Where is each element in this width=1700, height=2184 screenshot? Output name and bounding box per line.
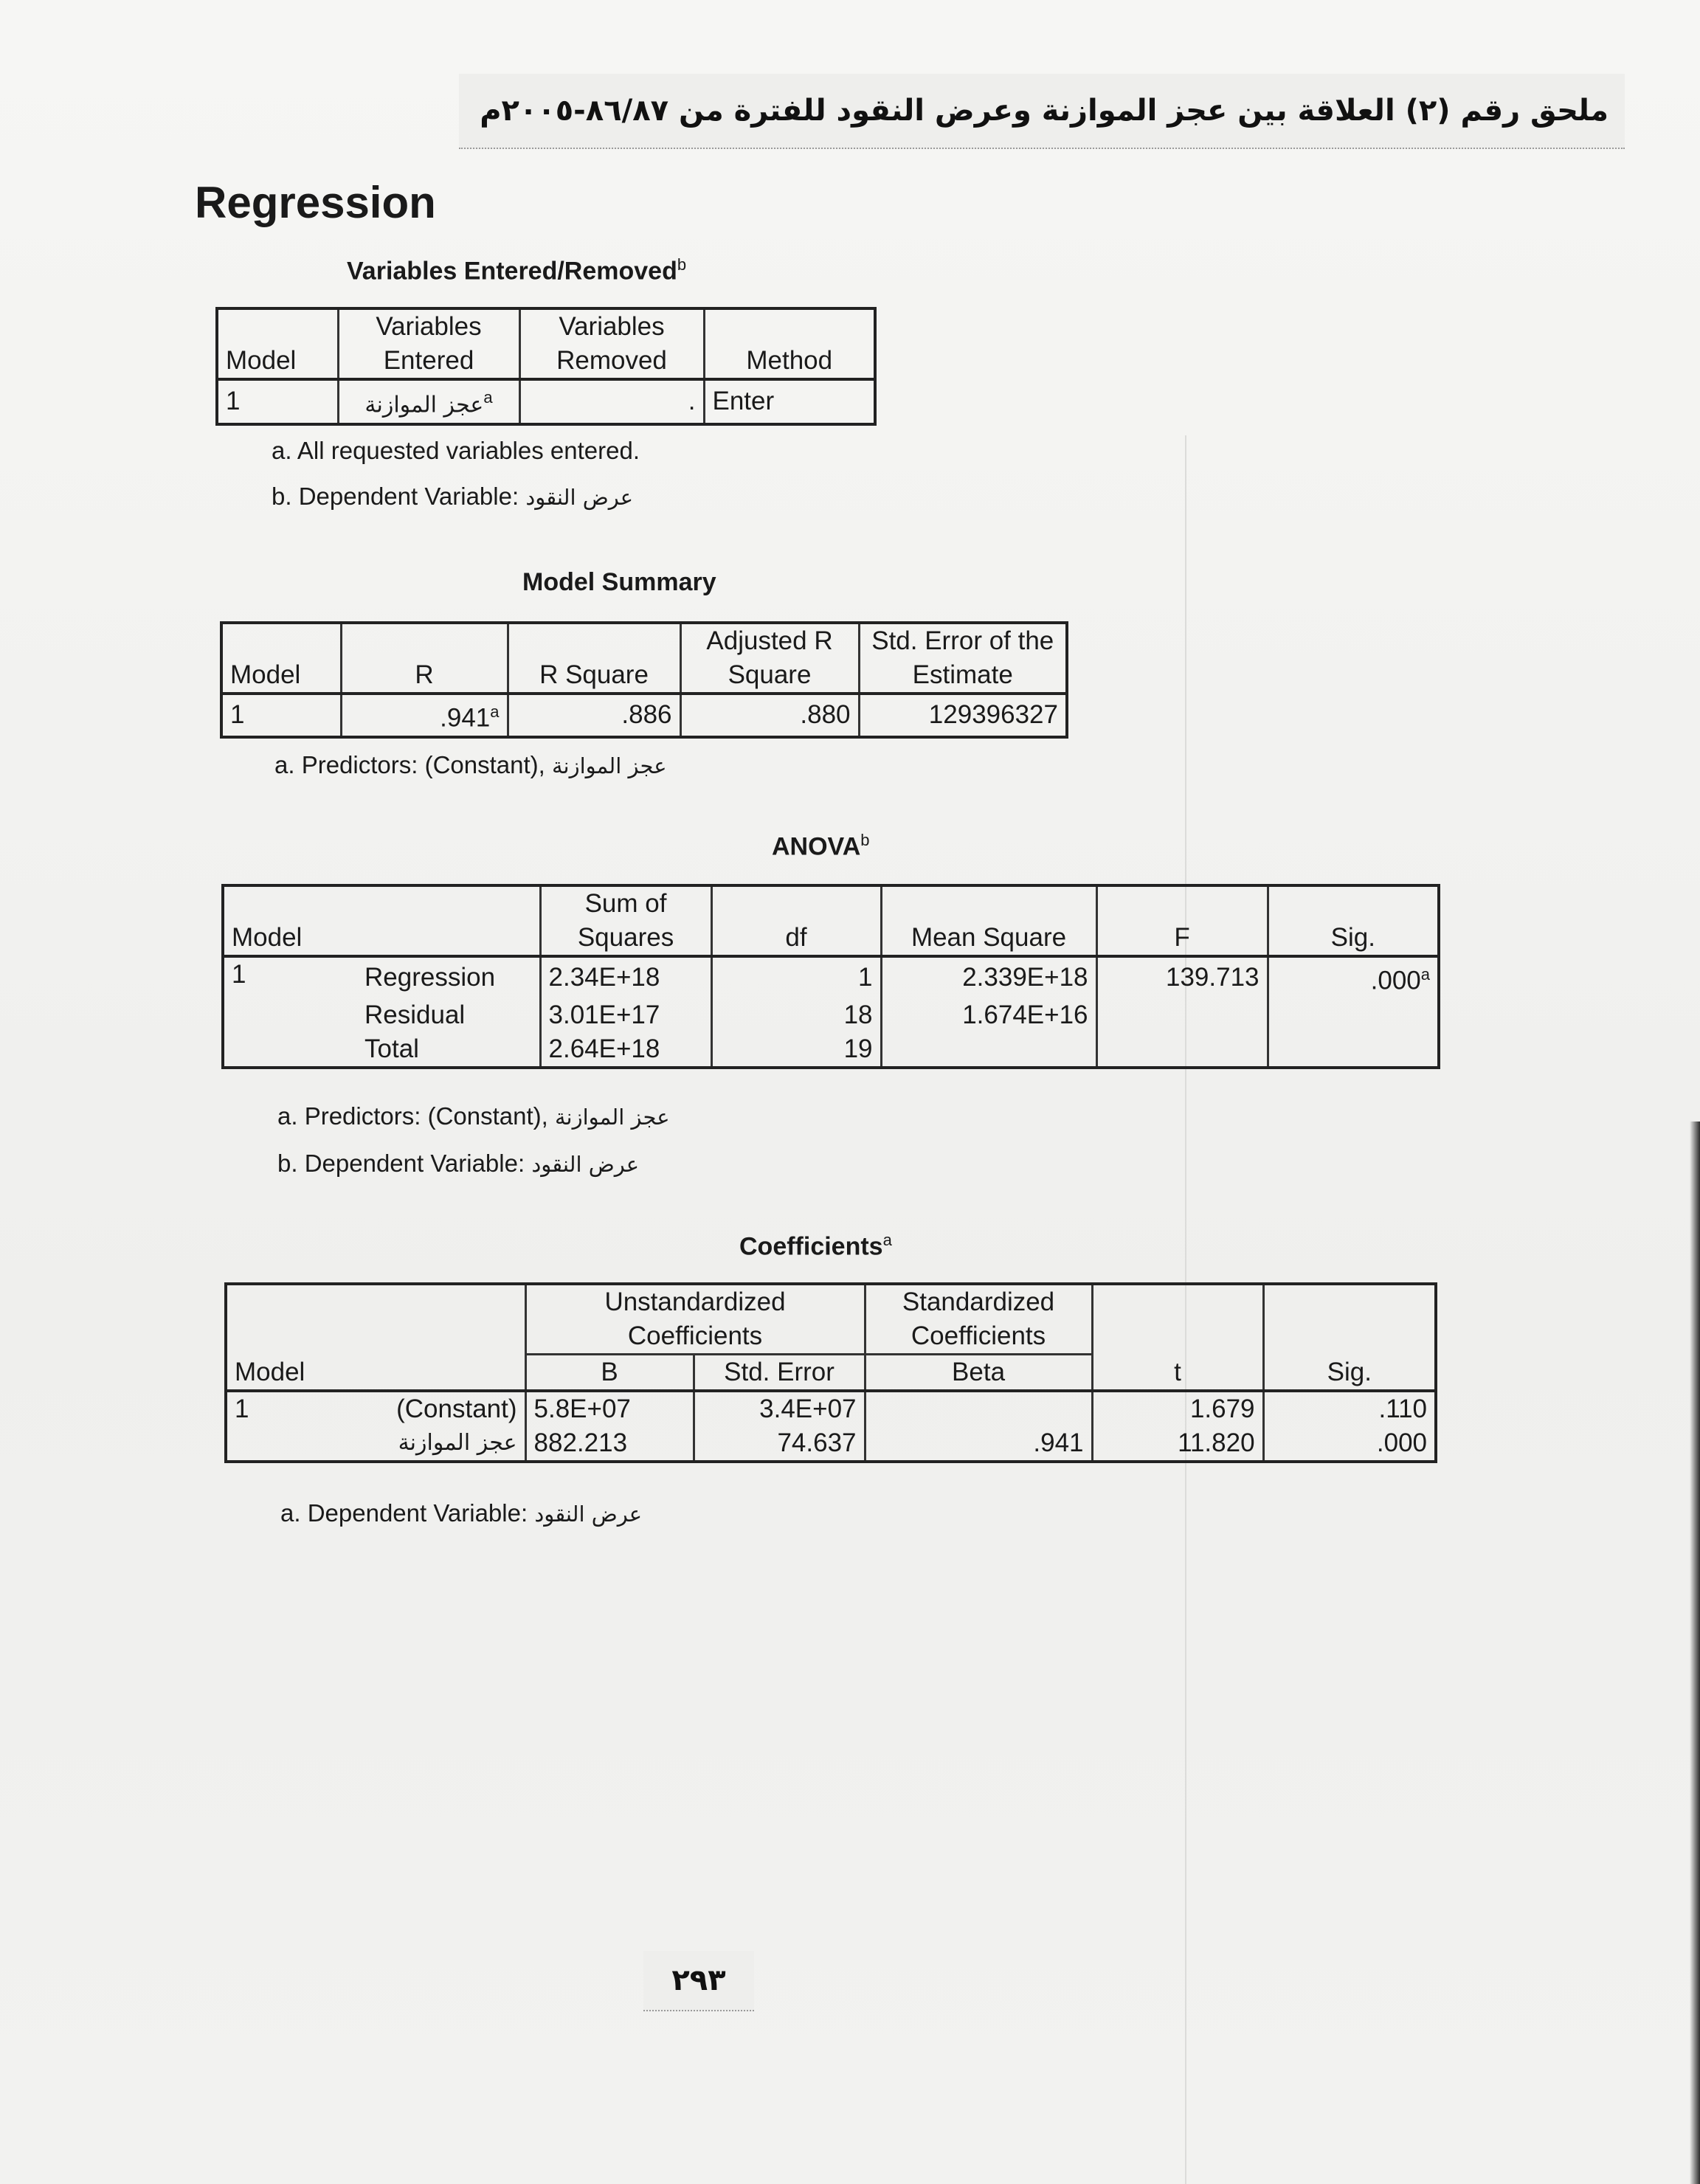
coefficients-title-sup: a <box>882 1231 892 1249</box>
note-mark: a. <box>280 1499 301 1527</box>
header-model: Model <box>232 923 303 952</box>
cell-f <box>1096 1032 1268 1068</box>
note-mark: a. <box>272 437 292 464</box>
cell-t: 11.820 <box>1092 1426 1263 1462</box>
cell-t: 1.679 <box>1092 1391 1263 1426</box>
note-mark: b. <box>277 1150 298 1177</box>
header-std-error-estimate: Std. Error of the Estimate <box>859 623 1067 694</box>
cell-variables-entered <box>338 379 519 424</box>
note-mark: a. <box>277 1102 298 1130</box>
anova-note-a <box>277 1102 670 1130</box>
cell-f <box>1096 998 1268 1032</box>
cell-source: Total <box>364 1034 419 1063</box>
cell-f: 139.713 <box>1096 956 1268 998</box>
cell-std-error: 3.4E+07 <box>694 1391 865 1426</box>
variables-entered-table <box>215 307 877 426</box>
header-method: Method <box>704 308 875 379</box>
header-sum-of-squares: Sum of Squares <box>540 885 711 956</box>
variables-table-title-sup: b <box>677 255 687 274</box>
cell-source: Regression <box>328 956 540 998</box>
cell-sum-of-squares: 2.64E+18 <box>540 1032 711 1068</box>
cell-sig-sup: a <box>1420 965 1431 984</box>
cell-sum-of-squares: 3.01E+17 <box>540 998 711 1032</box>
cell-r <box>341 694 508 737</box>
variables-note-a <box>272 437 640 465</box>
cell-sig <box>1268 1032 1439 1068</box>
cell-df: 18 <box>711 998 881 1032</box>
appendix-header-banner <box>459 74 1625 149</box>
header-model: Model <box>226 346 297 375</box>
coefficients-title-text: Coefficients <box>739 1232 883 1261</box>
cell-mean-square <box>881 1032 1096 1068</box>
cell-method: Enter <box>704 379 875 424</box>
table-row <box>223 956 1439 998</box>
note-text: Dependent Variable: <box>307 1499 528 1527</box>
cell-variables-entered-sup: a <box>483 388 493 407</box>
cell-sum-of-squares: 2.34E+18 <box>540 956 711 998</box>
cell-sig-value: .000 <box>1370 966 1421 995</box>
header-b: B <box>525 1355 694 1392</box>
header-sig: Sig. <box>1268 885 1439 956</box>
note-mark: a. <box>274 751 295 778</box>
note-text: Dependent Variable: <box>298 483 519 510</box>
cell-b: 882.213 <box>525 1426 694 1462</box>
cell-sig: .000 <box>1263 1426 1436 1462</box>
cell-term: عجز الموازنة <box>398 1430 517 1456</box>
header-variables-entered: Variables Entered <box>338 308 519 379</box>
note-text: Dependent Variable: <box>304 1150 525 1177</box>
note-arabic: عرض النقود <box>525 485 634 510</box>
model-summary-title: Model Summary <box>522 568 716 596</box>
note-text: Predictors: (Constant), <box>304 1102 548 1130</box>
note-arabic: عجز الموازنة <box>555 1105 670 1130</box>
note-arabic: عجز الموازنة <box>552 753 667 778</box>
cell-sig <box>1268 956 1439 998</box>
anova-title-sup: b <box>860 831 870 849</box>
cell-mean-square: 1.674E+16 <box>881 998 1096 1032</box>
header-r-square: R Square <box>508 623 680 694</box>
cell-model-number: 1 <box>223 956 328 1068</box>
anova-title <box>772 831 870 861</box>
cell-variables-removed: . <box>519 379 704 424</box>
header-std-error: Std. Error <box>694 1355 865 1392</box>
header-df: df <box>711 885 881 956</box>
table-row <box>226 1426 1436 1462</box>
section-title: Regression <box>195 178 436 227</box>
coefficients-note-a <box>280 1499 642 1527</box>
cell-mean-square: 2.339E+18 <box>881 956 1096 998</box>
cell-beta <box>865 1391 1092 1426</box>
anova-table <box>221 884 1440 1069</box>
cell-variables-entered-text: عجز الموازنة <box>364 392 484 418</box>
cell-adjusted-r-square: .880 <box>680 694 859 737</box>
table-row <box>223 1032 1439 1068</box>
cell-beta: .941 <box>865 1426 1092 1462</box>
cell-std-error-estimate: 129396327 <box>859 694 1067 737</box>
header-unstandardized-coefficients: Unstandardized Coefficients <box>525 1284 865 1355</box>
cell-df: 19 <box>711 1032 881 1068</box>
table-row <box>223 998 1439 1032</box>
cell-model-number: 1 <box>226 1391 332 1462</box>
note-arabic: عرض النقود <box>534 1502 643 1527</box>
cell-sig <box>1268 998 1439 1032</box>
note-text: Predictors: (Constant), <box>301 751 545 778</box>
header-variables-removed: Variables Removed <box>519 308 704 379</box>
header-model: Model <box>235 1358 305 1386</box>
cell-std-error: 74.637 <box>694 1426 865 1462</box>
header-t: t <box>1092 1284 1263 1391</box>
model-summary-table <box>220 621 1068 739</box>
header-r: R <box>341 623 508 694</box>
cell-df: 1 <box>711 956 881 998</box>
cell-r-square: .886 <box>508 694 680 737</box>
anova-note-b <box>277 1150 639 1178</box>
cell-r-sup: a <box>490 702 500 721</box>
cell-b: 5.8E+07 <box>525 1391 694 1426</box>
variables-note-b <box>272 483 633 511</box>
appendix-header-title: ملحق رقم (٢) العلاقة بين عجز الموازنة وعرض النقود للفترة من ٨٦/٨٧-٢٠٠٥م <box>480 94 1609 128</box>
header-sig: Sig. <box>1263 1284 1436 1391</box>
cell-r-value: .941 <box>440 703 491 733</box>
page-number: ٢٩٣ <box>643 1951 754 2011</box>
cell-sig: .110 <box>1263 1391 1436 1426</box>
anova-title-text: ANOVA <box>772 832 861 861</box>
note-mark: b. <box>272 483 292 510</box>
coefficients-title <box>739 1231 892 1261</box>
cell-model: 1 <box>221 694 341 737</box>
header-mean-square: Mean Square <box>881 885 1096 956</box>
note-arabic: عرض النقود <box>531 1152 640 1177</box>
cell-model: 1 <box>217 379 338 424</box>
cell-term: (Constant) <box>332 1391 525 1426</box>
variables-table-title-text: Variables Entered/Removed <box>347 257 677 286</box>
header-standardized-coefficients: Standardized Coefficients <box>865 1284 1092 1355</box>
header-adjusted-r-square: Adjusted R Square <box>680 623 859 694</box>
table-row <box>226 1391 1436 1426</box>
model-summary-note-a <box>274 751 667 779</box>
variables-table-title <box>347 255 686 286</box>
header-f: F <box>1096 885 1268 956</box>
coefficients-table <box>224 1282 1437 1463</box>
cell-source: Residual <box>364 1000 466 1029</box>
note-text: All requested variables entered. <box>297 437 640 464</box>
header-model: Model <box>230 660 301 689</box>
header-beta: Beta <box>865 1355 1092 1392</box>
scan-edge-shadow <box>1690 1122 1700 2184</box>
